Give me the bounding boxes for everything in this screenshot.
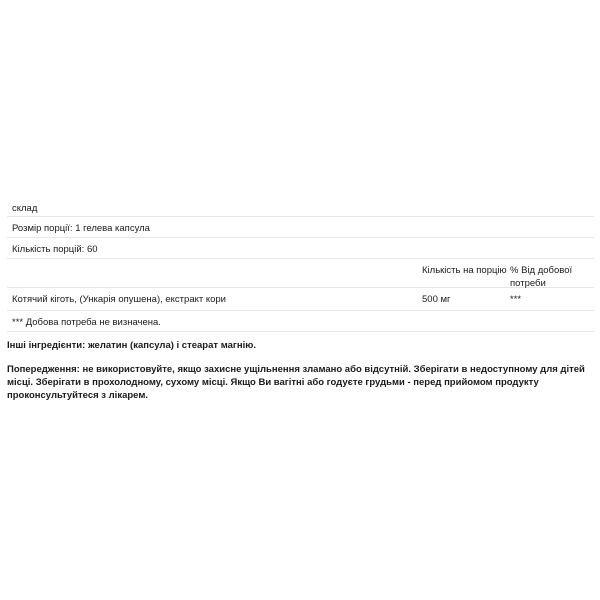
daily-value-footnote: *** Добова потреба не визначена. (7, 311, 594, 332)
serving-size: Розмір порції: 1 гелева капсула (7, 217, 594, 238)
other-ingredients: Інші інгредієнти: желатин (капсула) і стеарат магнію. (7, 340, 256, 351)
ingredient-name: Котячий кіготь, (Ункарія опушена), екстракт кори (12, 294, 226, 305)
amount-per-serving-header: Кількість на порцію (422, 265, 507, 276)
servings-per-container: Кількість порцій: 60 (7, 238, 594, 259)
ingredient-amount: 500 мг (422, 294, 451, 305)
ingredient-row (7, 288, 594, 311)
supplement-facts-title: склад (7, 196, 594, 217)
facts-table-header (7, 259, 594, 288)
ingredient-daily-value: *** (510, 294, 522, 305)
product-notes (7, 339, 592, 402)
supplement-facts-panel (7, 196, 594, 413)
warning-text: Попередження: не використовуйте, якщо захисне ущільнення зламано або відсутній. Зберігати в недоступному для дітей місці. Зберігати в прохолодному, сухому місці. Якщо Ви вагітні або годуєте грудьми - перед прийомом продукту проконсультуйтеся з лікарем. (7, 364, 585, 401)
daily-value-header: % Від добової потреби (510, 265, 573, 289)
